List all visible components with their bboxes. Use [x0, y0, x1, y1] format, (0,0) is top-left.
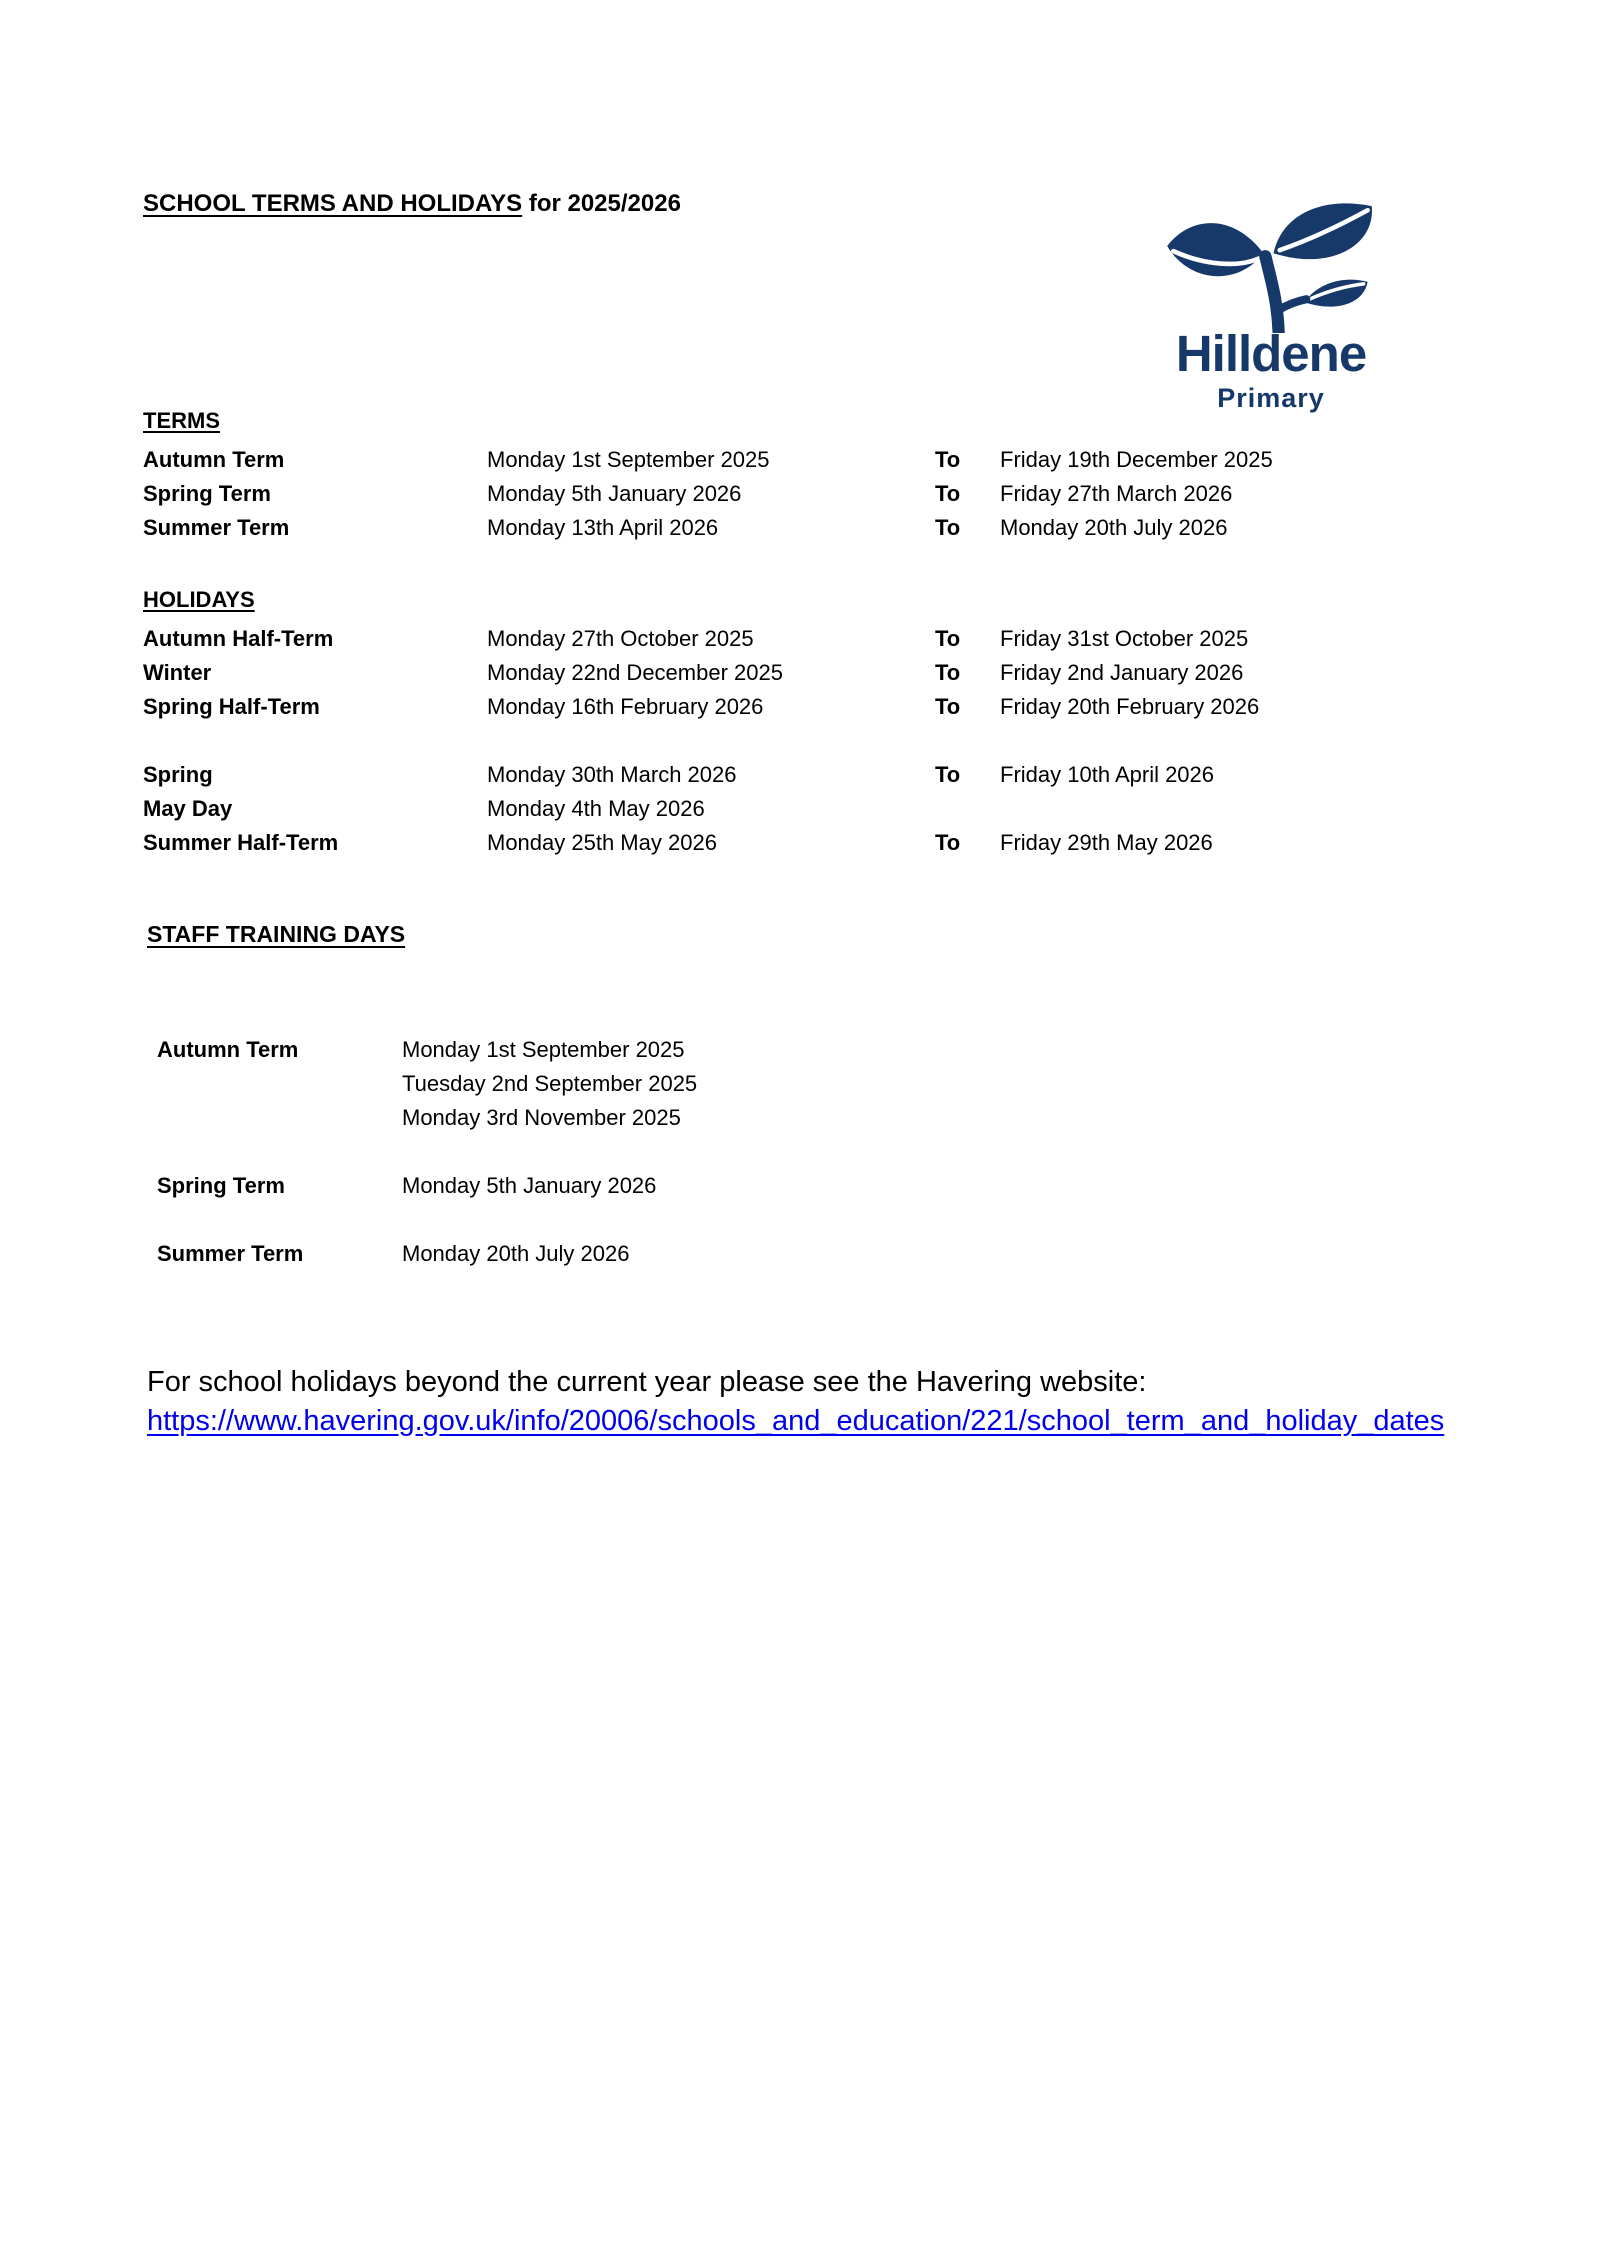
- term-end-date: Monday 20th July 2026: [1000, 515, 1228, 540]
- staff-training-entry: [157, 1033, 697, 1135]
- holidays-table-continued: [143, 758, 1570, 860]
- staff-term-label: Spring Term: [157, 1173, 285, 1198]
- staff-training-entry: [157, 1169, 697, 1203]
- term-start-date: Monday 13th April 2026: [487, 515, 719, 540]
- holiday-start-date: Monday 16th February 2026: [487, 694, 764, 719]
- holiday-label: Spring: [143, 762, 213, 787]
- term-label: Summer Term: [143, 515, 290, 540]
- term-start-date: Monday 1st September 2025: [487, 447, 770, 472]
- seedling-icon: [1159, 200, 1384, 333]
- term-label: Autumn Term: [143, 447, 285, 472]
- footer-note: [147, 1363, 1449, 1441]
- staff-training-date: Monday 1st September 2025: [402, 1037, 685, 1062]
- footer-text: For school holidays beyond the current year please see the Havering website:: [147, 1366, 1147, 1398]
- holidays-section: [143, 581, 1570, 860]
- holiday-start-date: Monday 22nd December 2025: [487, 660, 783, 685]
- holiday-label: Autumn Half-Term: [143, 626, 334, 651]
- terms-heading: TERMS: [143, 408, 220, 433]
- havering-link[interactable]: https://www.havering.gov.uk/info/20006/schools_and_education/221/school_term_and_holiday_dates: [147, 1405, 1445, 1437]
- holiday-label: Winter: [143, 660, 212, 685]
- holidays-table: [143, 622, 1570, 724]
- logo-subtitle: Primary: [1217, 382, 1325, 413]
- holiday-to-label: To: [935, 762, 961, 787]
- holiday-to-label: To: [935, 626, 961, 651]
- holiday-label: May Day: [143, 796, 233, 821]
- staff-training-date: Tuesday 2nd September 2025: [402, 1071, 698, 1096]
- staff-training-date: Monday 20th July 2026: [402, 1241, 630, 1266]
- staff-training-section: [157, 1033, 697, 1305]
- staff-training-date: Monday 3rd November 2025: [402, 1105, 681, 1130]
- staff-term-dates: [402, 1237, 697, 1271]
- term-end-date: Friday 19th December 2025: [1000, 447, 1273, 472]
- holiday-end-date: Friday 2nd January 2026: [1000, 660, 1244, 685]
- holiday-to-label: To: [935, 660, 961, 685]
- term-end-date: Friday 27th March 2026: [1000, 481, 1233, 506]
- spacer: [143, 724, 1570, 758]
- staff-training-date: Monday 5th January 2026: [402, 1173, 657, 1198]
- holiday-to-label: To: [935, 830, 961, 855]
- holiday-end-date: Friday 10th April 2026: [1000, 762, 1215, 787]
- term-to-label: To: [935, 447, 961, 472]
- term-to-label: To: [935, 515, 961, 540]
- school-logo: [1148, 200, 1394, 414]
- terms-table: [143, 443, 1570, 545]
- staff-term-dates: [402, 1169, 697, 1203]
- holiday-start-date: Monday 30th March 2026: [487, 762, 737, 787]
- term-start-date: Monday 5th January 2026: [487, 481, 742, 506]
- page-title-rest: for 2025/2026: [522, 190, 681, 217]
- holiday-end-date: Friday 29th May 2026: [1000, 830, 1213, 855]
- term-label: Spring Term: [143, 481, 271, 506]
- holiday-to-label: To: [935, 694, 961, 719]
- holiday-label: Summer Half-Term: [143, 830, 339, 855]
- page-title-underlined: SCHOOL TERMS AND HOLIDAYS: [143, 190, 523, 217]
- term-to-label: To: [935, 481, 961, 506]
- staff-term-label: Summer Term: [157, 1241, 304, 1266]
- terms-section: [143, 402, 1570, 545]
- holiday-end-date: Friday 20th February 2026: [1000, 694, 1260, 719]
- holiday-start-date: Monday 27th October 2025: [487, 626, 754, 651]
- holiday-end-date: [1000, 792, 1570, 826]
- staff-term-dates: [402, 1033, 697, 1135]
- holiday-label: Spring Half-Term: [143, 694, 320, 719]
- staff-training-heading: STAFF TRAINING DAYS: [147, 921, 406, 947]
- staff-training-entry: [157, 1237, 697, 1271]
- holiday-start-date: Monday 4th May 2026: [487, 796, 705, 821]
- holidays-heading: HOLIDAYS: [143, 587, 255, 612]
- logo-name: Hilldene: [1175, 325, 1367, 382]
- holiday-to-label: [935, 792, 1000, 826]
- holiday-start-date: Monday 25th May 2026: [487, 830, 717, 855]
- page-title: [143, 190, 681, 218]
- holiday-end-date: Friday 31st October 2025: [1000, 626, 1249, 651]
- staff-term-label: Autumn Term: [157, 1037, 299, 1062]
